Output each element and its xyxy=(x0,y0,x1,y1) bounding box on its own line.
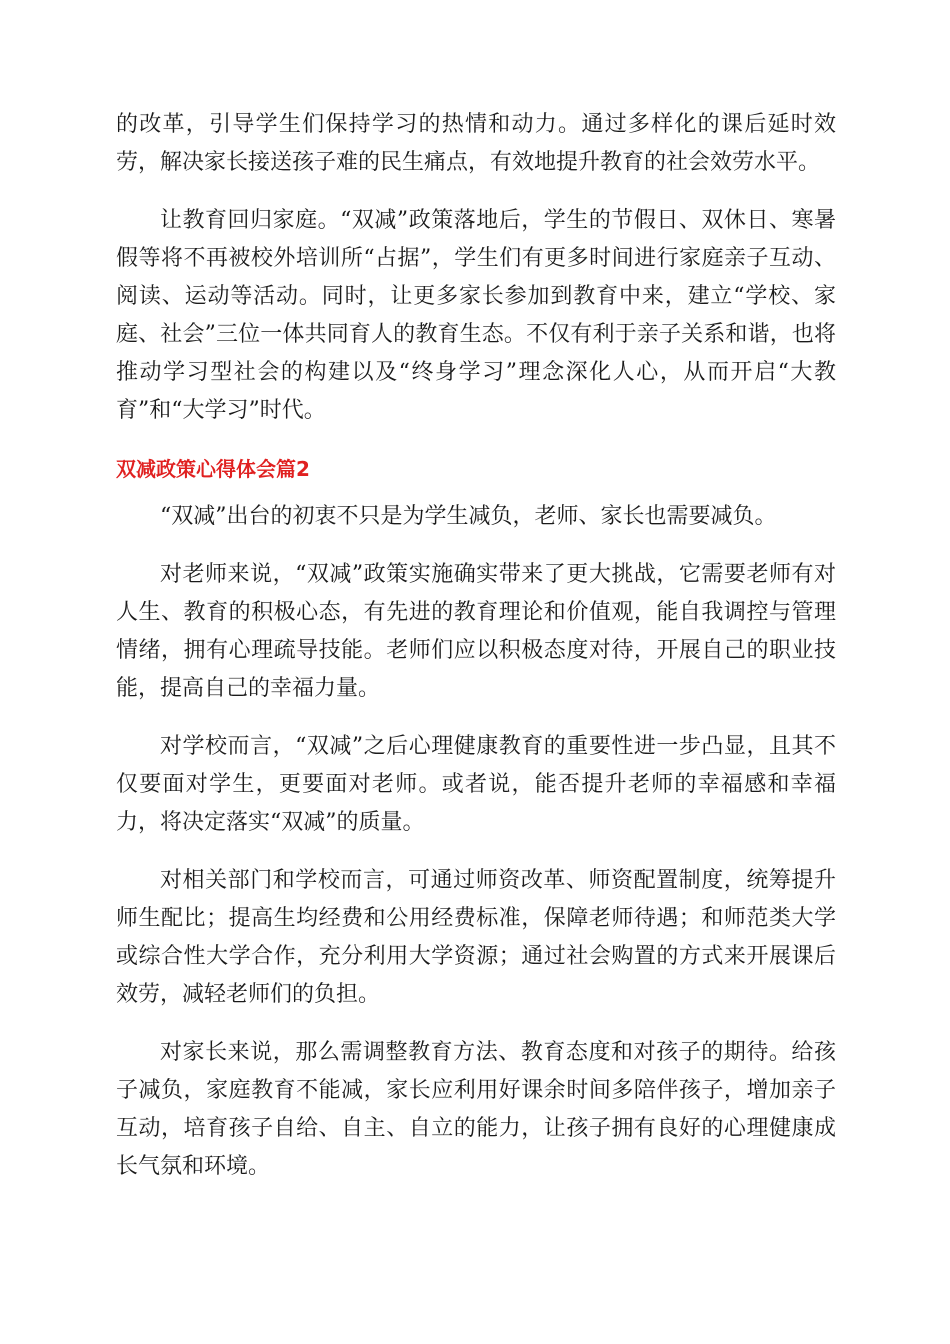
paragraph-schools: 对学校而言，“双减”之后心理健康教育的重要性进一步凸显，且其不仅要面对学生，更要面对老师。或者说，能否提升老师的幸福感和幸福力，将决定落实“双减”的质量。 xyxy=(116,734,836,835)
paragraph-return-to-family: 让教育回归家庭。“双减”政策落地后，学生的节假日、双休日、寒暑假等将不再被校外培训所“占据”，学生们有更多时间进行家庭亲子互动、阅读、运动等活动。同时，让更多家长参加到教育中来，建立“学校、家庭、社会”三位一体共同育人的教育生态。不仅有利于亲子关系和谐，也将推动学习型社会的构建以及“终身学习”理念深化人心，从而开启“大教育”和“大学习”时代。 xyxy=(116,208,836,423)
section-heading: 双减政策心得体会篇2 xyxy=(116,457,310,481)
paragraph-parents: 对家长来说，那么需调整教育方法、教育态度和对孩子的期待。给孩子减负，家庭教育不能减，家长应利用好课余时间多陪伴孩子，增加亲子互动，培育孩子自给、自主、自立的能力，让孩子拥有良好的心理健康成长气氛和环境。 xyxy=(116,1040,836,1179)
document-body xyxy=(116,106,836,1206)
paragraph-departments: 对相关部门和学校而言，可通过师资改革、师资配置制度，统筹提升师生配比；提高生均经费和公用经费标准，保障老师待遇；和师范类大学或综合性大学合作，充分利用大学资源；通过社会购置的方式来开展课后效劳，减轻老师们的负担。 xyxy=(116,868,836,1007)
paragraph-intent: “双减”出台的初衷不只是为学生减负，老师、家长也需要减负。 xyxy=(160,504,777,529)
paragraph-continued: 的改革，引导学生们保持学习的热情和动力。通过多样化的课后延时效劳，解决家长接送孩子难的民生痛点，有效地提升教育的社会效劳水平。 xyxy=(116,112,836,175)
paragraph-teachers: 对老师来说，“双减”政策实施确实带来了更大挑战，它需要老师有对人生、教育的积极心态，有先进的教育理论和价值观，能自我调控与管理情绪，拥有心理疏导技能。老师们应以积极态度对待，开展自己的职业技能，提高自己的幸福力量。 xyxy=(116,562,836,701)
